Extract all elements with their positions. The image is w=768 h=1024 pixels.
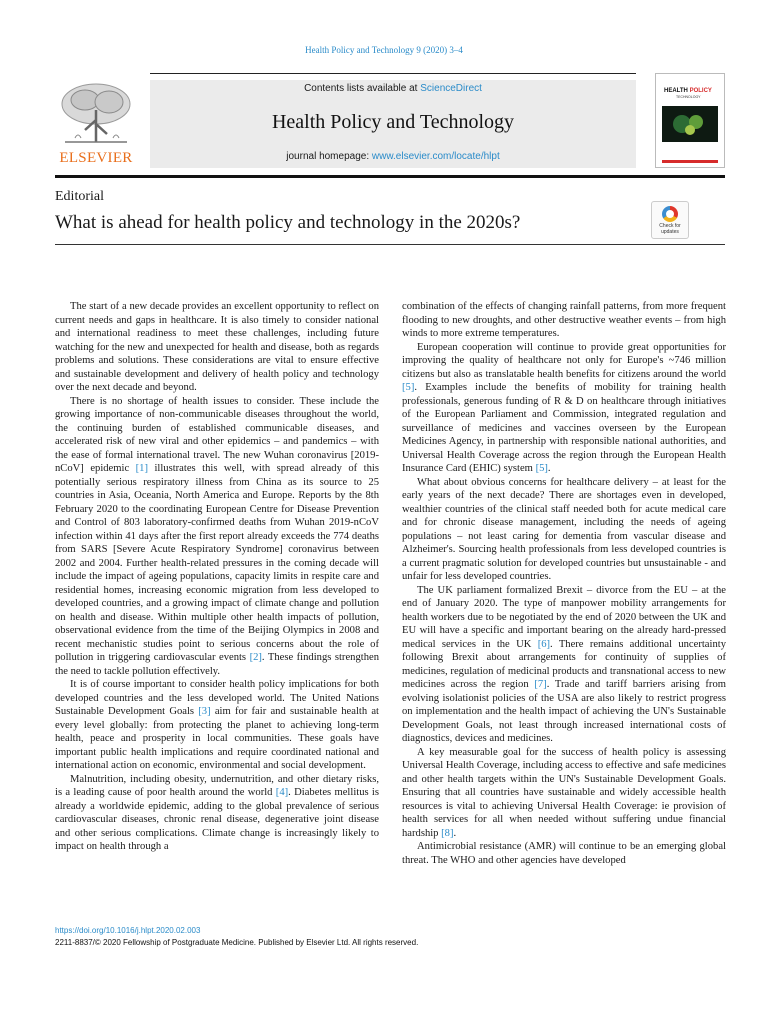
cover-artwork xyxy=(662,106,718,142)
running-head: Health Policy and Technology 9 (2020) 3–4 xyxy=(305,45,463,55)
cover-subtitle: TECHNOLOGY xyxy=(676,95,701,99)
journal-cover-thumbnail xyxy=(655,73,725,168)
paragraph: Malnutrition, including obesity, undernutrition, and other dietary risks, is a leading cause of poor health around the world [4]. Diabetes mellitus is already a worldwide epidemic, adding to the global prevalence of serious cardiovascular diseases, chronic renal disease, degenerative joint disease and other serious complications. Climate change is increasingly likely to impact on health through a xyxy=(55,773,379,852)
body-column-left xyxy=(55,300,379,910)
citation-link[interactable]: [5] xyxy=(402,382,415,393)
paragraph: There is no shortage of health issues to consider. These include the growing importance of non-communicable diseases throughout the world, the continuing burden of established communicable diseases, and accelerated risk of new viral and other epidemics – and pandemics – with the ease of formal international travel. The new Wuhan coronavirus [2019-nCoV] epidemic [1] illustrates this well, with spread already of this potentially serious respiratory illness from China as its source to 25 countries in Asia, Oceania, North America and Europe. Reports by the 8th February 2020 to the coordinating European Centre for Disease Prevention and Control of 803 laboratory-confirmed deaths from Wuhan 2019-nCoV infection within 41 days after the first report already exceeds the 774 deaths from SARS [Severe Acute Respiratory Syndrome] coronavirus between 2002 and 2004. Further health-related pressures in the coming decade will include the impact of ageing populations, capacity limits in respite care and residential homes, increasing economic migration from less developed to developed countries, and a growing impact of climate change and pollution on health and disease. Within multiple other health impacts of pollution, observational evidence from the time of the Beijing Olympics in 2008 and recent mechanistic studies point to serious concerns about the role of pollution in triggering cardiovascular events [2]. These findings strengthen the need to tackle pollution effectively. xyxy=(55,395,379,677)
homepage-line: journal homepage: www.elsevier.com/locate/hlpt xyxy=(286,151,500,162)
paragraph: The start of a new decade provides an excellent opportunity to reflect on current needs and gaps in healthcare. It is also timely to consider national and international readiness to meet these challenges, including future watching for the new and unexpected for health and disease, both as regards problems and solutions. These considerations are vital to ensure effective and sustainable development and delivery of health policy and technology over the next decade and beyond. xyxy=(55,301,379,393)
check-for-updates-badge[interactable]: Check for updates xyxy=(651,201,689,239)
paragraph: European cooperation will continue to provide great opportunities for improving the quality of healthcare not only for Europe's ~746 million citizens but also as translatable health benefits for citizens around the world [5]. Examples include the benefits of mobility for training health professionals, generous funding of R & D on healthcare through initiatives of the European Parliament and Commission, integrated regulation and surveillance of medicines and vaccines overseen by the European Medicines Agency, in partnership with responsible national authorities, and Universal Health Coverage across the region through the European Health Insurance Card (EHIC) system [5]. xyxy=(402,341,726,474)
paragraph: It is of course important to consider health policy implications for both developed countries and the less developed world. The United Nations Sustainable Development Goals [3] aim for fair and sustainable health at every level globally: from protecting the planet to achieving long-term health, peace and prosperity in local communities. These goals have important public health implications and require coordinated national and international action on economic, environmental and social development. xyxy=(55,679,379,771)
body-column-right xyxy=(402,300,726,910)
citation-link[interactable]: [4] xyxy=(275,787,289,798)
citation-link[interactable]: [8] xyxy=(441,827,454,839)
cover-accent-bar xyxy=(662,160,718,163)
citation-link[interactable]: [6] xyxy=(537,638,551,650)
paragraph: A key measurable goal for the success of health policy is assessing Universal Health Coverage, including access to effective and safe medicines and other health targets within the UN's Sustainable Development Goals. Ensuring that all countries have sustainable and widely accessible health resources is vital to achieving Universal Health Coverage: ie provision of health services for all when needed without suffering undue financial hardship [8]. xyxy=(402,746,726,839)
sciencedirect-link[interactable]: ScienceDirect xyxy=(420,83,482,94)
citation-link[interactable]: [3] xyxy=(198,706,211,717)
citation-link[interactable]: [5] xyxy=(535,463,548,474)
crossmark-icon xyxy=(662,206,678,222)
doi-link[interactable]: https://doi.org/10.1016/j.hlpt.2020.02.003 xyxy=(55,926,201,935)
paragraph: combination of the effects of changing rainfall patterns, from more frequent flooding to new droughts, and other destructive weather events – from high winds to more extreme temperatures. xyxy=(402,301,726,339)
paragraph: What about obvious concerns for healthcare delivery – at least for the early years of the next decade? There are shortages even in developed, wealthier countries of the clinical staff needed both for acute medical care and for chronic disease management, including the needs of ageing populations – not least caring for dementia from vascular disease and Alzheimer's. Sourcing health professionals from less developed countries is a current pragmatic solution for developed countries but unsustainable - and unfair for less developed countries. xyxy=(402,476,726,582)
copyright-line: 2211-8837/© 2020 Fellowship of Postgraduate Medicine. Published by Elsevier Ltd. All rights reserved. xyxy=(55,938,419,947)
paragraph: Antimicrobial resistance (AMR) will continue to be an emerging global threat. The WHO and other agencies have developed xyxy=(402,841,726,866)
article-title: What is ahead for health policy and technology in the 2020s? xyxy=(55,212,521,233)
masthead-thick-rule xyxy=(55,175,725,178)
contents-line: Contents lists available at ScienceDirect xyxy=(304,83,482,94)
paragraph: The UK parliament formalized Brexit – divorce from the EU – at the end of January 2020. The type of manpower mobility arrangements for health workers due to be negotiated by the end of 2020 between the UK and EU will have a specific and important bearing on the already hard-pressed medical services in the UK [6]. There remains additional uncertainty following Brexit about arrangements for continuity of supplies of medicines, regulation of medicinal products and transnational access to new medicines across the region [7]. Trade and tariff barriers arising from evolving isolationist policies of the USA are also likely to restrict progress on implementation and the health impact of achieving the UN's Sustainable Development Goals, not least through increased international costs of diagnostics, devices and medicines. xyxy=(402,584,726,744)
cover-title: HEALTH POLICY xyxy=(664,88,712,94)
citation-link[interactable]: [7] xyxy=(534,679,547,690)
header-rule xyxy=(150,73,636,74)
journal-masthead xyxy=(150,80,636,168)
title-rule xyxy=(55,244,725,245)
citation-link[interactable]: [2] xyxy=(249,652,262,663)
citation-link[interactable]: [1] xyxy=(135,463,148,474)
journal-homepage-link[interactable]: www.elsevier.com/locate/hlpt xyxy=(371,151,500,162)
publisher-wordmark: ELSEVIER xyxy=(59,150,133,166)
article-type: Editorial xyxy=(55,189,104,204)
journal-title: Health Policy and Technology xyxy=(271,111,515,133)
